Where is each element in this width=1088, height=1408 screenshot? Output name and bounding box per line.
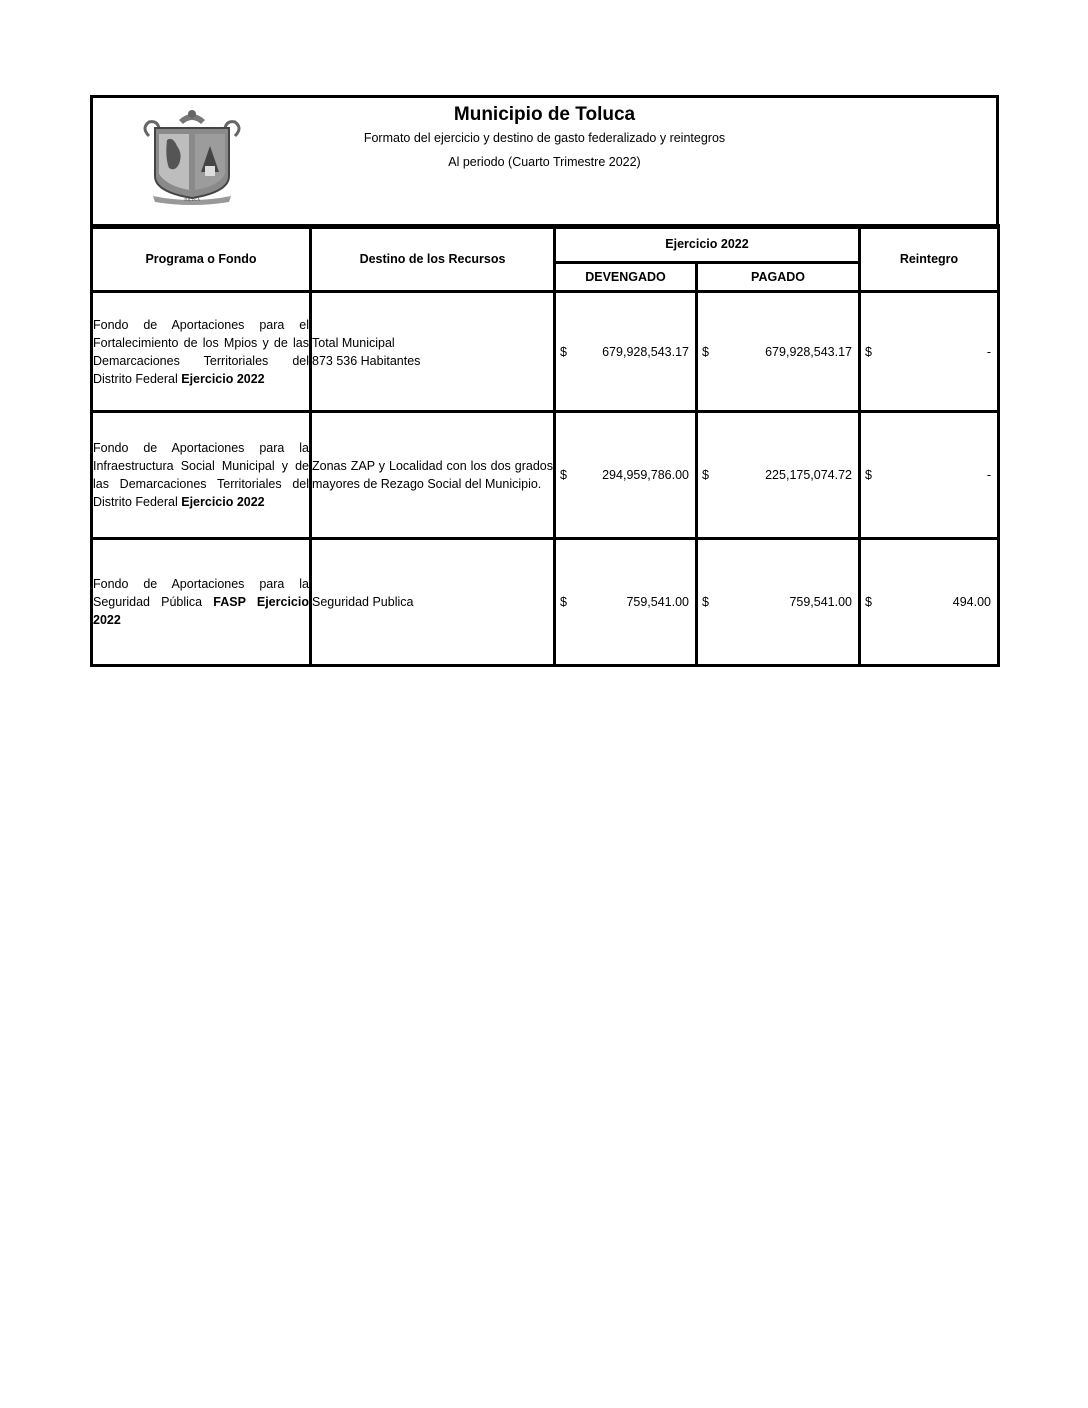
page-subtitle: Formato del ejercicio y destino de gasto federalizado y reintegros xyxy=(363,131,726,145)
header-ejercicio: Ejercicio 2022 xyxy=(555,226,860,263)
cell-devengado xyxy=(555,292,697,412)
programa-bold-text: Ejercicio 2022 xyxy=(181,495,265,509)
cell-destino xyxy=(311,539,555,666)
devengado-value: 679,928,543.17 xyxy=(602,344,689,359)
report-header xyxy=(90,95,999,229)
programa-text: Fondo de Aportaciones para la Infraestructura Social Municipal y de las Demarcaciones Territoriales del Distrito Federal xyxy=(93,441,309,509)
page-title: Municipio de Toluca xyxy=(453,104,636,125)
cell-reintegro xyxy=(860,539,999,666)
cell-pagado xyxy=(697,539,860,666)
programa-bold-text: FASP Ejercicio 2022 xyxy=(93,595,309,627)
cell-programa xyxy=(92,412,311,539)
reintegro-value: - xyxy=(986,468,991,482)
currency-sign: $ xyxy=(560,595,567,609)
cell-reintegro xyxy=(860,292,999,412)
programa-text: Fondo de Aportaciones para el Fortalecimiento de los Mpios y de las Demarcaciones Territoriales del Distrito Federal xyxy=(93,317,309,386)
cell-pagado xyxy=(697,412,860,539)
devengado-value: 294,959,786.00 xyxy=(602,468,689,482)
programa-bold-text: Ejercicio 2022 xyxy=(181,371,265,386)
reintegro-value: - xyxy=(986,344,991,359)
currency-sign: $ xyxy=(865,344,872,359)
currency-sign: $ xyxy=(702,595,709,609)
cell-pagado xyxy=(697,292,860,412)
currency-sign: $ xyxy=(560,344,567,359)
cell-destino xyxy=(311,412,555,539)
cell-programa xyxy=(92,292,311,412)
table-row xyxy=(92,292,999,412)
cell-devengado xyxy=(555,539,697,666)
header-reintegro: Reintegro xyxy=(860,226,999,292)
pagado-value: 225,175,074.72 xyxy=(765,468,852,482)
currency-sign: $ xyxy=(702,468,709,482)
cell-programa xyxy=(92,539,311,666)
destino-line: Total Municipal xyxy=(312,335,395,350)
cell-destino xyxy=(311,292,555,412)
header-programa: Programa o Fondo xyxy=(92,226,311,292)
report-period: Al periodo (Cuarto Trimestre 2022) xyxy=(448,155,641,169)
pagado-value: 759,541.00 xyxy=(789,595,852,609)
destino-text: Seguridad Publica xyxy=(312,595,414,609)
svg-text:TOLUCA: TOLUCA xyxy=(183,197,201,202)
reintegro-value: 494.00 xyxy=(952,595,991,609)
currency-sign: $ xyxy=(865,468,872,482)
header-destino: Destino de los Recursos xyxy=(311,226,555,292)
table-row xyxy=(92,539,999,666)
currency-sign: $ xyxy=(865,595,872,609)
destino-line: 873 536 Habitantes xyxy=(312,353,421,368)
devengado-value: 759,541.00 xyxy=(626,595,689,609)
header-devengado: DEVENGADO xyxy=(555,263,697,292)
cell-devengado xyxy=(555,412,697,539)
table-row xyxy=(92,412,999,539)
currency-sign: $ xyxy=(702,344,709,359)
destino-text: Zonas ZAP y Localidad con los dos grados mayores de Rezago Social del Municipio. xyxy=(312,459,553,491)
pagado-value: 679,928,543.17 xyxy=(765,344,852,359)
header-pagado: PAGADO xyxy=(697,263,860,292)
currency-sign: $ xyxy=(560,468,567,482)
expenditure-table xyxy=(90,224,1000,667)
programa-text: Fondo de Aportaciones para la Seguridad Pública xyxy=(93,577,309,609)
cell-reintegro xyxy=(860,412,999,539)
